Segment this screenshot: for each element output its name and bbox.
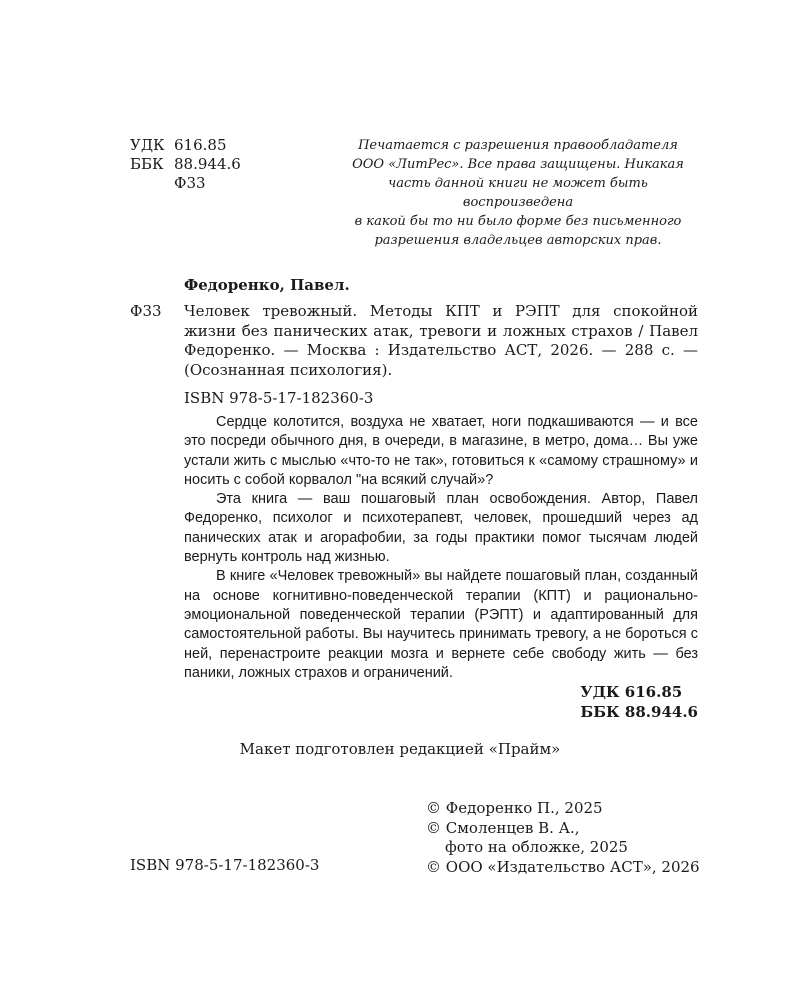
permission-line: разрешения владельцев авторских прав.	[374, 233, 662, 248]
bbk-row	[130, 155, 241, 174]
bbk-label: ББК	[130, 155, 164, 173]
permission-notice	[338, 136, 698, 250]
annotation-paragraph: В книге «Человек тревожный» вы найдете пошаговый план, созданный на основе когнитивно-поведенческой терапии (КПТ) и рационально-эмоциональной поведенческой терапии (РЭПТ) и адаптированный для самостоятельной работы. Вы научитесь принимать тревогу, а не бороться с ней, перенастроите реакции мозга и вернете себе свободу жить — без паники, ложных страхов и ограничений.	[184, 568, 698, 681]
bbk-code-bold: ББК 88.944.6	[580, 703, 698, 721]
author-mark-row	[130, 174, 241, 193]
author-cipher: Ф33	[130, 302, 162, 320]
udk-code-bold: УДК 616.85	[580, 683, 683, 701]
permission-line: в какой бы то ни было форме без письменного	[354, 214, 682, 229]
prepared-by: Макет подготовлен редакцией «Прайм»	[239, 740, 561, 758]
copyright-publisher: © ООО «Издательство АСТ», 2026	[426, 857, 700, 876]
author-mark: Ф33	[174, 174, 206, 192]
udk-row	[130, 136, 241, 155]
annotation-paragraph: Эта книга — ваш пошаговый план освобождения. Автор, Павел Федоренко, психолог и психотерапевт, человек, прошедший через ад панических атак и агорафобии, за годы практики помог тысячам людей вернуть контроль над жизнью.	[184, 491, 698, 566]
classification-codes-bold	[580, 682, 698, 722]
annotation-paragraph: Сердце колотится, воздуха не хватает, ноги подкашиваются — и все это посреди обычного дня, в очереди, в магазине, в метро, дома… Вы уже устали жить с мыслью «что-то не так», готовиться к «самому страшному» и носить с собой корвалол "на всякий случай»?	[184, 414, 698, 488]
copyright-block	[426, 799, 700, 877]
udk-value: 616.85	[174, 136, 227, 154]
classification-codes	[130, 136, 241, 193]
copyright-photographer: © Смоленцев В. А.,	[426, 818, 580, 837]
udk-label: УДК	[130, 136, 165, 154]
bbk-value: 88.944.6	[174, 155, 241, 173]
isbn-bottom: ISBN 978-5-17-182360-3	[130, 856, 320, 874]
copyright-author: © Федоренко П., 2025	[426, 799, 603, 817]
annotation	[184, 413, 698, 683]
permission-line: Печатается с разрешения правообладателя	[358, 138, 678, 153]
bibliographic-record: Человек тревожный. Методы КПТ и РЭПТ для спокойной жизни без панических атак, тревоги и ложных страхов / Павел Федоренко. — Москва : Издательство АСТ, 2026. — 288 с. — (Осознанная психология).	[184, 302, 698, 379]
isbn-inline: ISBN 978-5-17-182360-3	[184, 389, 374, 407]
permission-line: часть данной книги не может быть воспроизведена	[388, 176, 648, 210]
author-heading: Федоренко, Павел.	[184, 276, 350, 294]
copyright-photo-note: фото на обложке, 2025	[445, 838, 628, 856]
permission-line: ООО «ЛитРес». Все права защищены. Никакая	[352, 157, 684, 172]
